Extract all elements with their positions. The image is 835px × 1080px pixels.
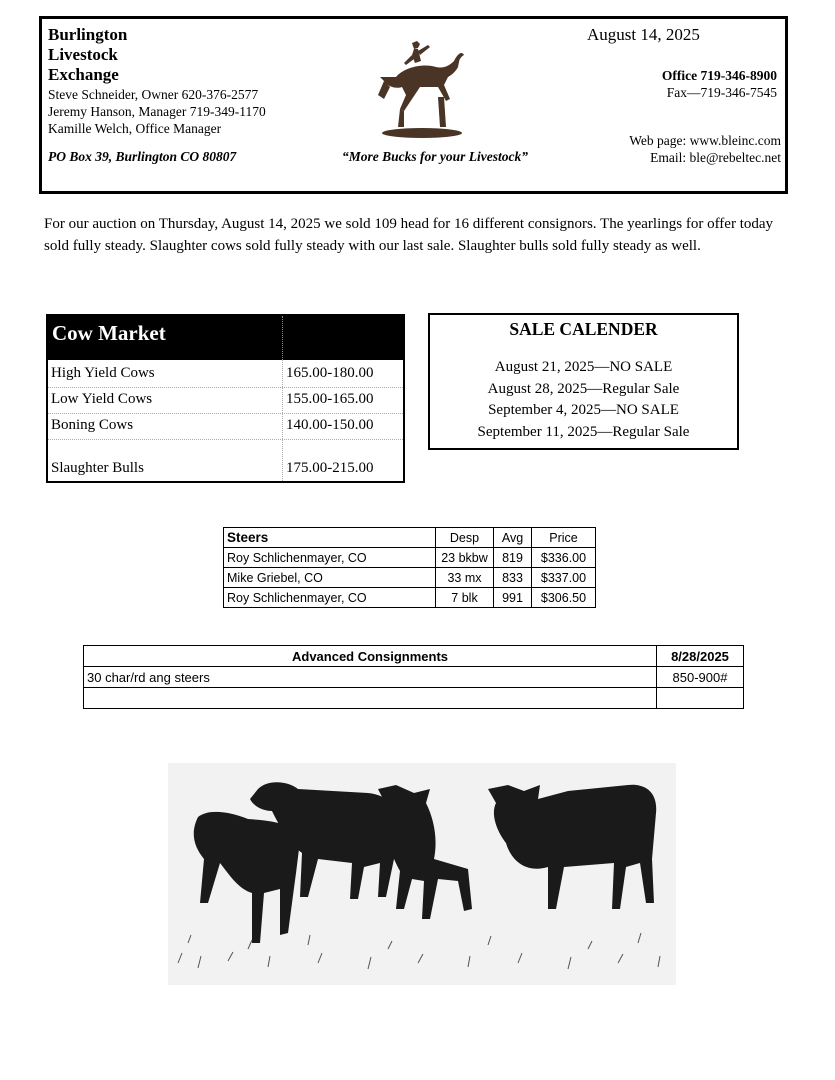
table-row <box>224 548 596 568</box>
price: $336.00 <box>532 548 596 568</box>
sale-calendar-list <box>430 357 737 443</box>
calendar-item: August 28, 2025—Regular Sale <box>487 380 680 397</box>
row-value: 165.00-180.00 <box>286 365 374 381</box>
slogan: “More Bucks for your Livestock” <box>342 149 528 164</box>
col-advanced-consignments: Advanced Consignments <box>84 646 657 667</box>
advanced-consignments-table <box>83 645 744 709</box>
avg: 819 <box>494 548 532 568</box>
table-row <box>224 588 596 608</box>
desp: 23 bkbw <box>436 548 494 568</box>
price: $306.50 <box>532 588 596 608</box>
consignment-weight <box>657 688 744 709</box>
company-name <box>48 25 127 85</box>
table-row <box>224 568 596 588</box>
header-date: August 14, 2025 <box>587 25 700 44</box>
cow-market-row <box>48 457 403 482</box>
company-name-line: Livestock <box>48 45 118 64</box>
table-header-row <box>84 646 744 667</box>
sale-calendar-title: SALE CALENDER <box>509 319 658 339</box>
row-label: Slaughter Bulls <box>51 460 144 476</box>
steers-table <box>223 527 596 608</box>
col-price: Price <box>532 528 596 548</box>
row-divider <box>48 439 403 440</box>
table-row <box>84 688 744 709</box>
table-row <box>84 667 744 688</box>
row-value: 155.00-165.00 <box>286 391 374 407</box>
sale-calendar <box>428 313 739 450</box>
row-value: 140.00-150.00 <box>286 417 374 433</box>
cow-market-header <box>48 316 403 360</box>
letterhead <box>39 16 788 194</box>
bucking-horse-rider-icon <box>374 37 464 139</box>
cow-market-table <box>46 314 405 483</box>
company-name-line: Burlington <box>48 25 128 44</box>
col-desp: Desp <box>436 528 494 548</box>
row-label: Boning Cows <box>51 417 134 433</box>
fax-number: Fax—719-346-7545 <box>666 85 777 100</box>
header-divider <box>282 316 283 360</box>
staff-owner: Steve Schneider, Owner 620-376-2577 <box>48 87 259 102</box>
email: Email: ble@rebeltec.net <box>650 150 781 165</box>
consignor: Mike Griebel, CO <box>224 568 436 588</box>
company-name-line: Exchange <box>48 65 119 84</box>
calendar-item: August 21, 2025—NO SALE <box>494 359 673 375</box>
cow-market-row <box>48 414 403 439</box>
cow-market-title: Cow Market <box>52 321 166 345</box>
consignment-description: 30 char/rd ang steers <box>84 667 657 688</box>
col-steers: Steers <box>224 528 436 548</box>
consignment-weight: 850-900# <box>657 667 744 688</box>
web-page: Web page: www.bleinc.com <box>629 133 781 148</box>
staff-office-manager: Kamille Welch, Office Manager <box>48 121 222 136</box>
table-header-row <box>224 528 596 548</box>
po-box-address: PO Box 39, Burlington CO 80807 <box>48 149 237 164</box>
desp: 7 blk <box>436 588 494 608</box>
staff-list <box>48 86 266 137</box>
price: $337.00 <box>532 568 596 588</box>
consignment-description <box>84 688 657 709</box>
consignor: Roy Schlichenmayer, CO <box>224 548 436 568</box>
desp: 33 mx <box>436 568 494 588</box>
cow-market-row <box>48 388 403 413</box>
web-contact <box>629 132 781 166</box>
cattle-sketch-icon <box>168 763 676 985</box>
calendar-item: September 4, 2025—NO SALE <box>488 402 679 418</box>
cow-market-row <box>48 362 403 387</box>
calendar-item: September 11, 2025—Regular Sale <box>477 423 690 440</box>
col-sale-date: 8/28/2025 <box>657 646 744 667</box>
row-label: Low Yield Cows <box>51 391 153 407</box>
col-avg: Avg <box>494 528 532 548</box>
row-label: High Yield Cows <box>51 365 155 381</box>
consignor: Roy Schlichenmayer, CO <box>224 588 436 608</box>
avg: 991 <box>494 588 532 608</box>
office-phone: Office 719-346-8900 <box>661 68 777 83</box>
market-report-intro: For our auction on Thursday, August 14, 2025 we sold 109 head for 16 different consignors. The yearlings for offer today sold fully steady. Slaughter cows sold fully steady with our last sale. Slaughter bulls sold fully steady as well. <box>44 216 774 254</box>
row-value: 175.00-215.00 <box>286 460 374 476</box>
avg: 833 <box>494 568 532 588</box>
staff-manager: Jeremy Hanson, Manager 719-349-1170 <box>48 104 266 119</box>
